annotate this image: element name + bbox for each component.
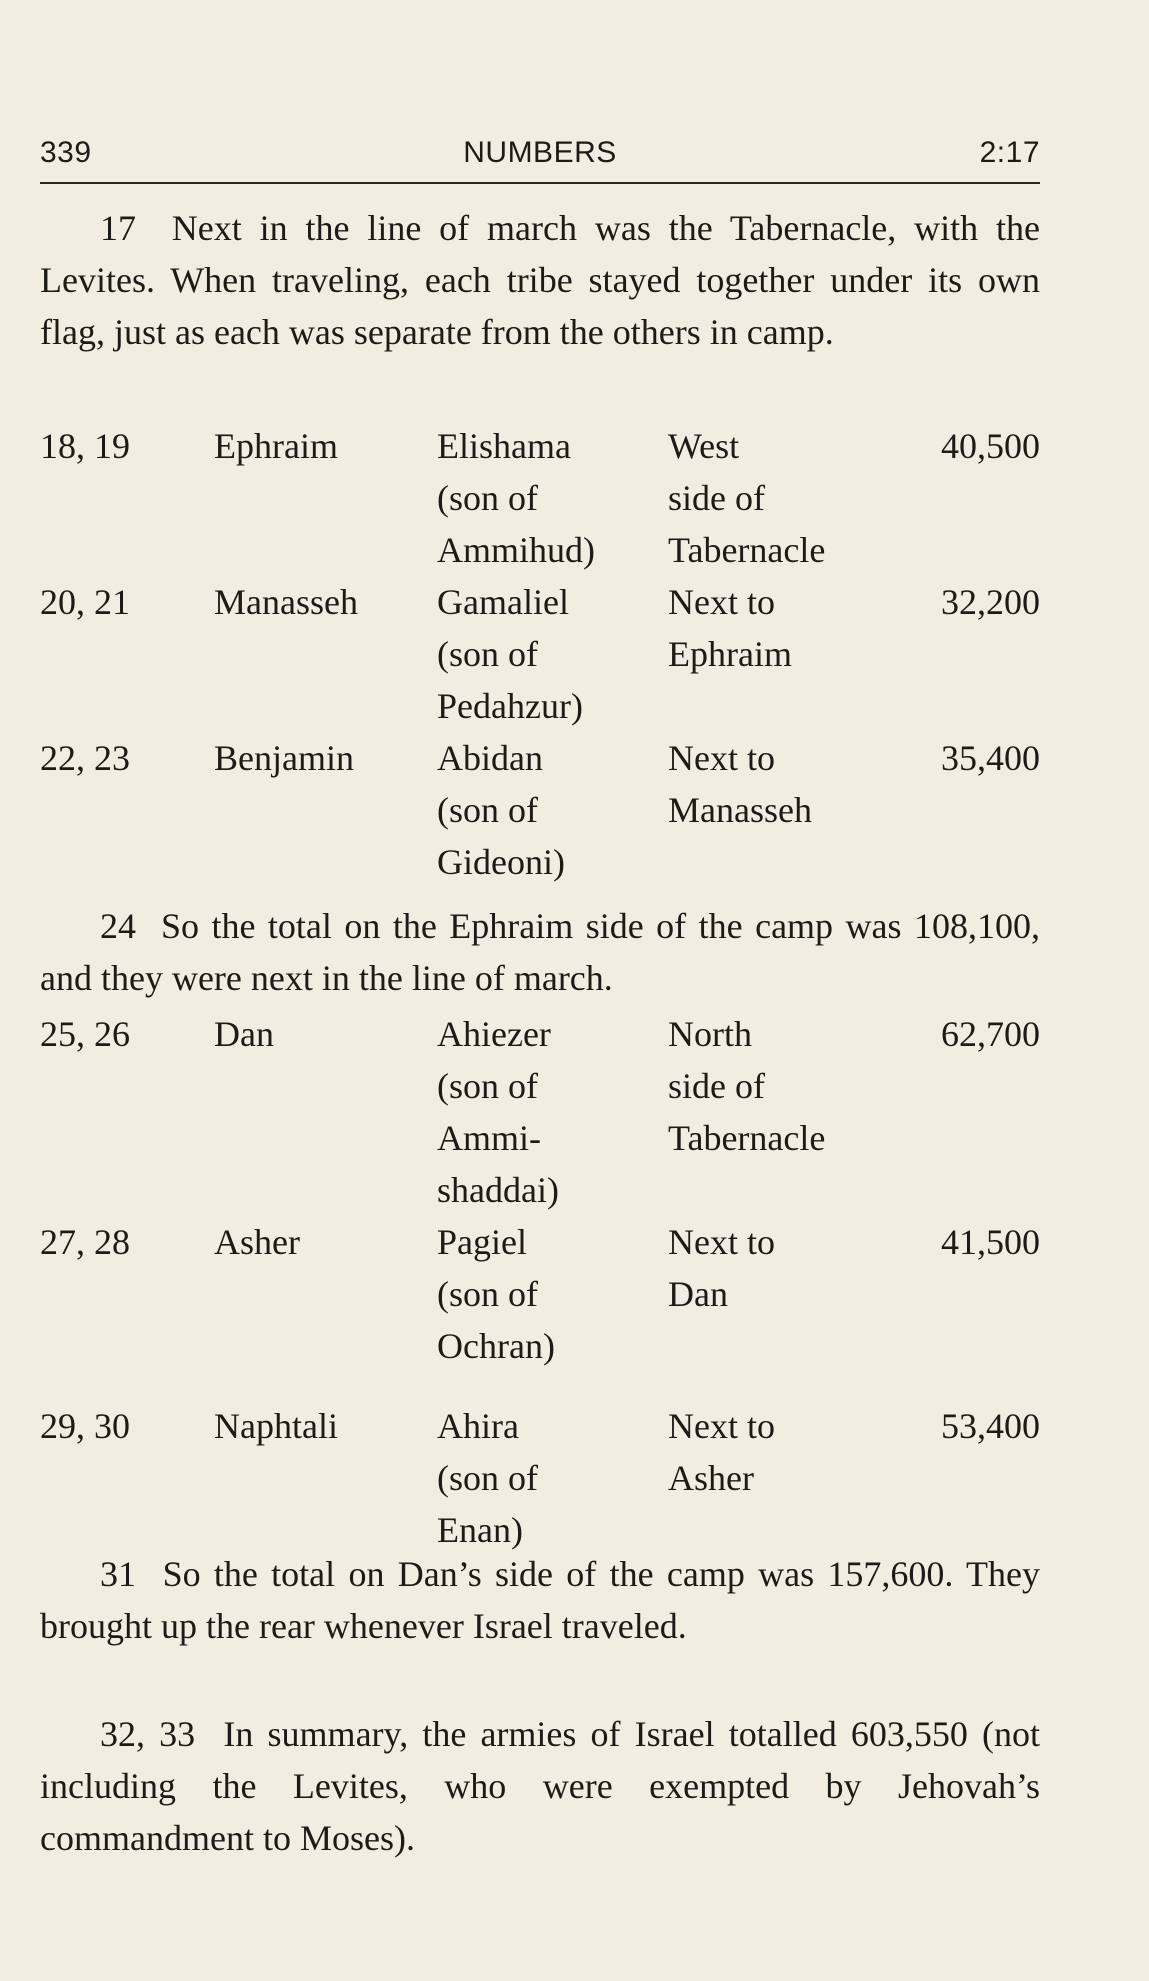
leader-name: Abidan (son of Gideoni) xyxy=(437,738,565,882)
verse-24 xyxy=(40,900,1040,1004)
tribe-name: Benjamin xyxy=(214,738,354,778)
book-title: NUMBERS xyxy=(463,136,617,169)
leader-name: Ahiezer (son of Ammi- shaddai) xyxy=(437,1014,559,1210)
table-row xyxy=(40,1216,1040,1400)
troop-count: 62,700 xyxy=(941,1014,1040,1054)
camp-location: Next to Dan xyxy=(668,1222,775,1314)
camp-location: Next to Asher xyxy=(668,1406,775,1498)
verse-label: 32, 33 xyxy=(100,1714,196,1754)
tribe-name: Asher xyxy=(214,1222,300,1262)
page-number: 339 xyxy=(40,136,92,169)
leader-name: Pagiel (son of Ochran) xyxy=(437,1222,555,1366)
verse-paragraph xyxy=(40,1548,1040,1652)
troop-count: 35,400 xyxy=(941,738,1040,778)
verse-text: So the total on Dan’s side of the camp was 157,600. They brought up the rear whenever Israel traveled. xyxy=(40,1554,1041,1646)
verse-number: 20, 21 xyxy=(40,582,130,622)
leader-name: Elishama (son of Ammihud) xyxy=(437,426,595,570)
verse-number: 27, 28 xyxy=(40,1222,130,1262)
header-rule xyxy=(40,182,1040,184)
leader-name: Ahira (son of Enan) xyxy=(437,1406,538,1550)
verse-text: In summary, the armies of Israel totalled 603,550 (not including the Levites, who were exempted by Jehovah’s commandment to Moses). xyxy=(40,1714,1040,1858)
camp-location: Next to Manasseh xyxy=(668,738,812,830)
table-row xyxy=(40,732,1040,888)
table-row xyxy=(40,1400,1040,1556)
troop-count: 40,500 xyxy=(941,426,1040,466)
table-row xyxy=(40,420,1040,576)
verse-label: 31 xyxy=(100,1554,136,1594)
verse-31 xyxy=(40,1548,1040,1652)
tribe-name: Dan xyxy=(214,1014,274,1054)
verse-text: So the total on the Ephraim side of the camp was 108,100, and they were next in the line of march. xyxy=(40,906,1040,998)
verse-paragraph xyxy=(40,1708,1040,1864)
leader-name: Gamaliel (son of Pedahzur) xyxy=(437,582,583,726)
table-row xyxy=(40,576,1040,732)
book-page xyxy=(40,0,1040,1981)
troop-count: 41,500 xyxy=(941,1222,1040,1262)
camp-location: West side of Tabernacle xyxy=(668,426,826,570)
tribe-name: Naphtali xyxy=(214,1406,338,1446)
troop-count: 32,200 xyxy=(941,582,1040,622)
verse-paragraph xyxy=(40,202,1040,358)
verse-number: 18, 19 xyxy=(40,426,130,466)
table-row xyxy=(40,1008,1040,1216)
troop-count: 53,400 xyxy=(941,1406,1040,1446)
verse-text: Next in the line of march was the Tabernacle, with the Levites. When traveling, each tribe stayed together under its own flag, just as each was separate from the others in camp. xyxy=(40,208,1040,352)
verse-number: 25, 26 xyxy=(40,1014,130,1054)
verse-number: 22, 23 xyxy=(40,738,130,778)
verse-label: 24 xyxy=(100,906,136,946)
verse-32-33 xyxy=(40,1708,1040,1864)
tribe-name: Ephraim xyxy=(214,426,338,466)
dan-camp-table xyxy=(40,1008,1040,1556)
verse-number: 29, 30 xyxy=(40,1406,130,1446)
running-head xyxy=(40,136,1040,176)
camp-location: North side of Tabernacle xyxy=(668,1014,826,1158)
verse-17 xyxy=(40,202,1040,358)
tribe-name: Manasseh xyxy=(214,582,358,622)
verse-label: 17 xyxy=(100,208,136,248)
ephraim-camp-table xyxy=(40,420,1040,888)
chapter-reference: 2:17 xyxy=(979,136,1040,169)
camp-location: Next to Ephraim xyxy=(668,582,792,674)
verse-paragraph xyxy=(40,900,1040,1004)
